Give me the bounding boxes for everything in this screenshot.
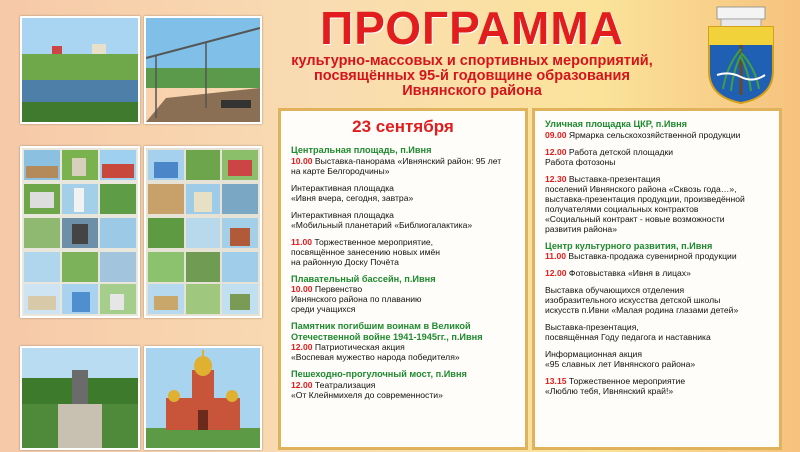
event-text: Выставка-панорама «Ивнянский район: 95 лет	[314, 155, 502, 166]
event-line	[291, 183, 515, 193]
event-line	[545, 224, 769, 234]
event-list-left	[291, 145, 515, 400]
venue-name: Пешеходно-прогулочный мост, п.Ивня	[291, 369, 467, 379]
event-line	[545, 251, 769, 261]
event-time: 11.00	[545, 251, 567, 261]
venue-name: Уличная площадка ЦКР, п.Ивня	[545, 119, 688, 129]
venue-name: Плавательный бассейн, п.Ивня	[291, 273, 436, 284]
bridge-walkway-photo	[144, 16, 262, 124]
event-text: Информационная акция	[545, 349, 642, 359]
event-block	[545, 147, 769, 167]
event-text: «Люблю тебя, Ивнянский край!»	[545, 386, 674, 396]
collage-photo	[20, 146, 140, 318]
village-landscape-photo	[20, 16, 140, 124]
event-line	[545, 285, 769, 295]
event-text: Выставка обучающихся отделения	[545, 285, 685, 295]
event-text: на карте Белгородчины»	[291, 165, 390, 176]
event-block	[545, 268, 769, 278]
event-line	[545, 157, 769, 167]
event-text: «Воспевая мужество народа победителя»	[291, 352, 460, 362]
subtitle	[272, 54, 672, 99]
event-block	[545, 119, 769, 140]
event-line	[291, 210, 515, 220]
event-line	[545, 295, 769, 305]
event-line	[291, 237, 515, 247]
event-text: «Мобильный планетарий «Библиогалактика»	[291, 219, 473, 230]
event-text: Торжественное мероприятие,	[314, 236, 434, 247]
event-line	[545, 268, 769, 278]
event-block	[291, 210, 515, 230]
subtitle-line: культурно-массовых и спортивных мероприятий,	[291, 53, 653, 69]
venue-name: Памятник погибшим воинам в Великой Отечественной войне 1941-1945гг., п.Ивня	[291, 321, 483, 342]
event-text: Торжественное мероприятие	[568, 376, 686, 386]
venue-name: Центральная площадь, п.Ивня	[291, 145, 432, 155]
event-line	[291, 352, 515, 362]
subtitle-line: посвящённых 95-й годовщине образования	[314, 68, 630, 84]
event-block	[291, 145, 515, 176]
event-text: на районную Доску Почёта	[291, 256, 399, 267]
event-block	[545, 376, 769, 396]
event-text: Выставка-презентация	[568, 173, 661, 184]
event-text: Фотовыставка «Ивня в лицах»	[568, 268, 691, 278]
event-block	[545, 241, 769, 262]
event-block	[545, 174, 769, 234]
event-block	[291, 183, 515, 203]
page-title: ПРОГРАММА	[320, 2, 624, 54]
event-text: Театрализация	[314, 379, 376, 390]
event-line	[545, 214, 769, 224]
event-time: 09.00	[545, 129, 567, 140]
event-line	[291, 304, 515, 314]
event-text: Первенство	[314, 284, 363, 294]
event-text: получателями социальных контрактов	[545, 203, 699, 214]
event-text: среди учащихся	[291, 304, 356, 314]
event-text: выставка-презентация продукции, произведённой	[545, 193, 745, 204]
event-text: Работа фотозоны	[545, 156, 616, 167]
event-line	[545, 386, 769, 396]
event-time: 11.00	[291, 236, 313, 247]
event-text: посвящённая Году педагога и наставника	[545, 332, 711, 342]
memorial-photo	[20, 346, 140, 450]
event-time: 10.00	[291, 155, 313, 166]
event-line	[545, 130, 769, 140]
event-line	[545, 174, 769, 184]
event-date: 23 сентября	[352, 117, 454, 136]
event-block	[291, 237, 515, 267]
event-text: изобразительного искусства детской школы	[545, 295, 721, 305]
event-line	[545, 332, 769, 342]
event-line	[545, 322, 769, 332]
event-line	[291, 166, 515, 176]
church-photo	[144, 346, 262, 450]
event-text: Патриотическая акция	[314, 342, 405, 352]
event-time: 12.00	[291, 379, 313, 390]
event-line	[545, 194, 769, 204]
event-text: Выставка-продажа сувенирной продукции	[568, 251, 737, 261]
program-column-left	[278, 108, 528, 450]
event-block	[545, 322, 769, 342]
event-line	[291, 193, 515, 203]
event-block	[291, 369, 515, 400]
event-line	[545, 184, 769, 194]
event-time: 12.30	[545, 173, 567, 184]
event-line	[545, 349, 769, 359]
event-text: Ярмарка сельскохозяйственной продукции	[568, 129, 741, 140]
event-text: «Ивня вчера, сегодня, завтра»	[291, 192, 414, 203]
event-text: Интерактивная площадка	[291, 209, 394, 220]
event-line	[291, 156, 515, 166]
event-block	[545, 285, 769, 315]
event-line	[291, 284, 515, 294]
event-line	[291, 342, 515, 352]
event-block	[291, 274, 515, 315]
event-block	[291, 321, 515, 362]
event-time: 12.00	[545, 146, 567, 157]
event-text: Выставка-презентация,	[545, 322, 639, 332]
subtitle-line: Ивнянского района	[402, 83, 542, 99]
program-column-right	[532, 108, 782, 450]
event-line	[291, 257, 515, 267]
event-text: Ивнянского района по плаванию	[291, 294, 422, 304]
venue-name: Центр культурного развития, п.Ивня	[545, 240, 713, 251]
event-text: искусств п.Ивни «Малая родина глазами детей»	[545, 305, 739, 315]
event-block	[545, 349, 769, 369]
event-text: «95 славных лет Ивнянского района»	[545, 359, 696, 369]
event-line	[291, 247, 515, 257]
event-text: Работа детской площадки	[568, 146, 674, 157]
event-line	[291, 220, 515, 230]
event-line	[545, 305, 769, 315]
event-line	[545, 376, 769, 386]
event-text: развития района»	[545, 223, 617, 234]
event-line	[291, 294, 515, 304]
event-time: 13.15	[545, 376, 567, 386]
event-line	[545, 147, 769, 157]
coat-of-arms-icon	[697, 5, 785, 105]
event-line	[291, 380, 515, 390]
event-time: 12.00	[545, 268, 567, 278]
event-time: 12.00	[291, 342, 313, 352]
event-text: посвящённое занесению новых имён	[291, 246, 441, 257]
event-line	[545, 359, 769, 369]
event-line	[545, 204, 769, 214]
event-time: 10.00	[291, 284, 313, 294]
event-text: «От Клейнмихеля до современности»	[291, 389, 443, 400]
event-text: «Социальный контракт - новые возможности	[545, 213, 725, 224]
event-text: поселений Ивнянского района «Сквозь года…»,	[545, 183, 737, 194]
event-text: Интерактивная площадка	[291, 182, 394, 193]
collage-photo	[144, 146, 262, 318]
event-list-right	[545, 119, 769, 396]
event-line	[291, 390, 515, 400]
